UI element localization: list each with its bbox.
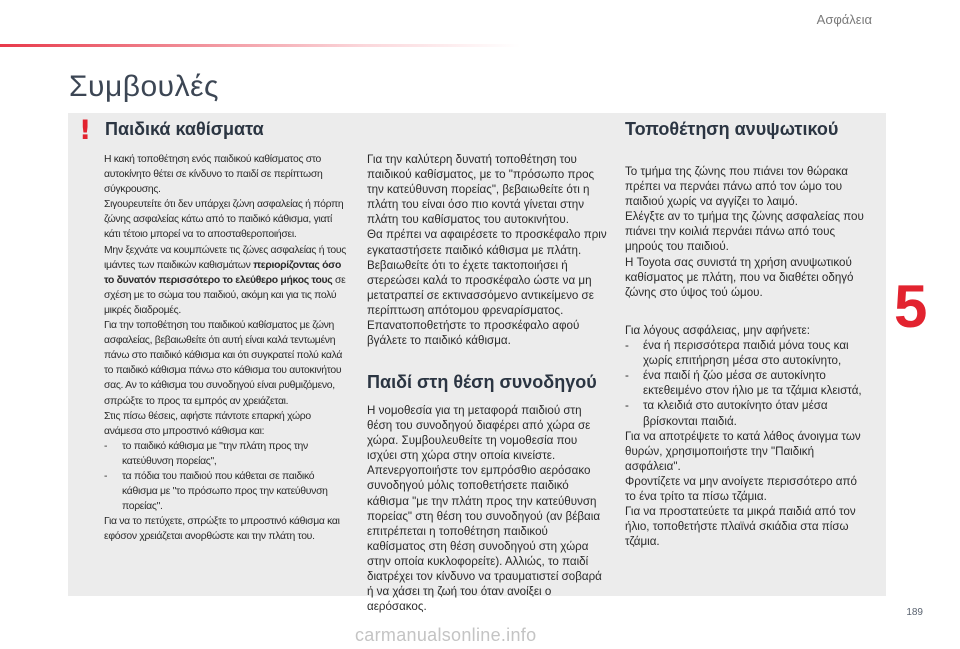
- heading-child-seats: Παιδικά καθίσματα: [105, 119, 264, 139]
- paragraph: Σιγουρευτείτε ότι δεν υπάρχει ζώνη ασφαλείας ή πόρπη ζώνης ασφαλείας κάτω από το παιδικό κάθισμα, γιατί κάτι τέτοιο μπορεί να το αποσταθεροποιήσει.: [104, 199, 344, 241]
- content-panel: [68, 113, 886, 614]
- paragraph: Μην ξεχνάτε να κουμπώνετε τις ζώνες ασφαλείας ή τους ιμάντες των παιδικών καθισμάτων περιορίζοντας όσο το δυνατόν περισσότερο το ελεύθερο μήκος τους σε σχέση με το σώμα του παιδιού, ακόμη και για τις πολύ μικρές διαδρομές.: [104, 244, 346, 316]
- chapter-number: 5: [894, 273, 928, 340]
- paragraph: Ελέγξτε αν το τμήμα της ζώνης ασφαλείας που πιάνει την κοιλιά περνάει πάνω από τους μηρούς του παιδιού.: [625, 210, 864, 254]
- paragraph: Για την τοποθέτηση του παιδικού καθίσματος με ζώνη ασφαλείας, βεβαιωθείτε ότι αυτή είναι καλά τεντωμένη πάνω στο παιδικό κάθισμα και ότι συγκρατεί πολύ καλά το παιδικό κάθισμα πάνω στο κάθισμα του αυτοκινήτου σας. Αν το κάθισμα του συνοδηγού είναι ρυθμιζόμενο, σπρώξτε το προς τα εμπρός αν χρειάζεται.: [104, 320, 343, 407]
- paragraph: Για να το πετύχετε, σπρώξτε το μπροστινό κάθισμα και εφόσον χρειάζεται ανορθώστε και την πλάτη του.: [104, 516, 340, 543]
- paragraph: Για την καλύτερη δυνατή τοποθέτηση του παιδικού καθίσματος, με το "πρόσωπο προς την κατεύθυνση πορείας", βεβαιωθείτε ότι η πλάτη του είναι όσο πιο κοντά γίνεται στην πλάτη του καθίσματος του αυτοκινήτου.: [367, 153, 595, 227]
- paragraph: Η Toyota σας συνιστά τη χρήση ανυψωτικού καθίσματος με πλάτη, που να διαθέτει οδηγό ζώνης στο ύψος τού ώμου.: [625, 255, 854, 299]
- list-item: - τα πόδια του παιδιού που κάθεται σε παιδικό κάθισμα με "το πρόσωπο προς την κατεύθυνση πορείας".: [104, 470, 328, 513]
- page-number: 189: [906, 607, 923, 618]
- list-item: - ένα παιδί ή ζώο μέσα σε αυτοκίνητο εκτεθειμένο στον ήλιο με τα τζάμια κλειστά,: [625, 369, 862, 398]
- list-item: - το παιδικό κάθισμα με "την πλάτη προς την κατεύθυνση πορείας",: [104, 440, 308, 467]
- paragraph: Η νομοθεσία για τη μεταφορά παιδιού στη θέση του συνοδηγού διαφέρει από χώρα σε χώρα. Συμβουλευθείτε τη νομοθεσία που ισχύει στη χώρα στην οποία κινείστε.: [367, 404, 591, 463]
- col2-text-bottom: [367, 403, 607, 614]
- list-item: - ένα ή περισσότερα παιδιά μόνα τους και χωρίς επιτήρηση μέσα στο αυτοκίνητο,: [625, 339, 849, 368]
- paragraph: Στις πίσω θέσεις, αφήστε πάντοτε επαρκή χώρο ανάμεσα στο μπροστινό κάθισμα και:: [104, 410, 311, 437]
- safety-text: [625, 323, 869, 549]
- paragraph: Η κακή τοποθέτηση ενός παιδικού καθίσματος στο αυτοκίνητο θέτει σε κίνδυνο το παιδί σε περίπτωση σύγκρουσης.: [104, 154, 323, 196]
- emphasis-text: περιορίζοντας όσο το δυνατόν περισσότερο το ελεύθερο μήκος τους: [104, 259, 342, 286]
- section-header: Ασφάλεια: [816, 12, 872, 27]
- top-accent-rule: [0, 44, 520, 47]
- paragraph: Απενεργοποιήστε τον εμπρόσθιο αερόσακο συνοδηγού μόλις τοποθετήσετε παιδικό κάθισμα "με την πλάτη προς την κατεύθυνση πορείας" στη θέση του συνοδηγού (αν βέβαια επιτρέπεται η τοποθέτηση παιδικού καθίσματος στη θέση συνοδηγού στη χώρα στην οποία κυκλοφορείτε). Αλλιώς, το παιδί διατρέχει τον κίνδυνο να τραυματιστεί σοβαρά ή να χάσει τη ζωή του όταν ανοίξει ο αερόσακος.: [367, 464, 602, 614]
- heading-booster-seat: Τοποθέτηση ανυψωτικού: [625, 119, 839, 139]
- paragraph: Βεβαιωθείτε ότι το έχετε τακτοποιήσει ή στερεώσει καλά το προσκέφαλο ώστε να μη μετατραπεί σε εκτινασσόμενο αντικείμενο σε περίπτωση απότομου φρεναρίσματος. Επανατοποθετήστε το προσκέφαλο αφού βγάλετε το παιδικό κάθισμα.: [367, 258, 594, 348]
- paragraph: Φροντίζετε να μην ανοίγετε περισσότερο από το ένα τρίτο τα πίσω τζάμια.: [625, 474, 857, 504]
- page-title: Συμβουλές: [69, 70, 219, 103]
- child-seats-text: [104, 152, 346, 544]
- watermark: carmanualsonline.info: [355, 625, 537, 645]
- paragraph: Για να αποτρέψετε το κατά λάθος άνοιγμα των θυρών, χρησιμοποιήστε την "Παιδική ασφάλεια".: [625, 429, 861, 473]
- list-item: - τα κλειδιά στο αυτοκίνητο όταν μέσα βρίσκονται παιδιά.: [625, 399, 828, 428]
- col2-text-top: [367, 152, 607, 348]
- booster-text: [625, 164, 869, 300]
- paragraph: Για λόγους ασφάλειας, μην αφήνετε:: [625, 324, 810, 337]
- paragraph: Το τμήμα της ζώνης που πιάνει τον θώρακα πρέπει να περνάει πάνω από τον ώμο του παιδιού χωρίς να αγγίζει το λαιμό.: [625, 165, 848, 209]
- paragraph: Θα πρέπει να αφαιρέσετε το προσκέφαλο πριν εγκαταστήσετε παιδικό κάθισμα με πλάτη.: [367, 228, 607, 257]
- warning-icon: !: [79, 115, 92, 146]
- heading-child-front-seat: Παιδί στη θέση συνοδηγού: [367, 372, 597, 392]
- paragraph: Για να προστατεύετε τα μικρά παιδιά από τον ήλιο, τοποθετήστε πλαϊνά σκιάδια στα πίσω τζάμια.: [625, 505, 856, 549]
